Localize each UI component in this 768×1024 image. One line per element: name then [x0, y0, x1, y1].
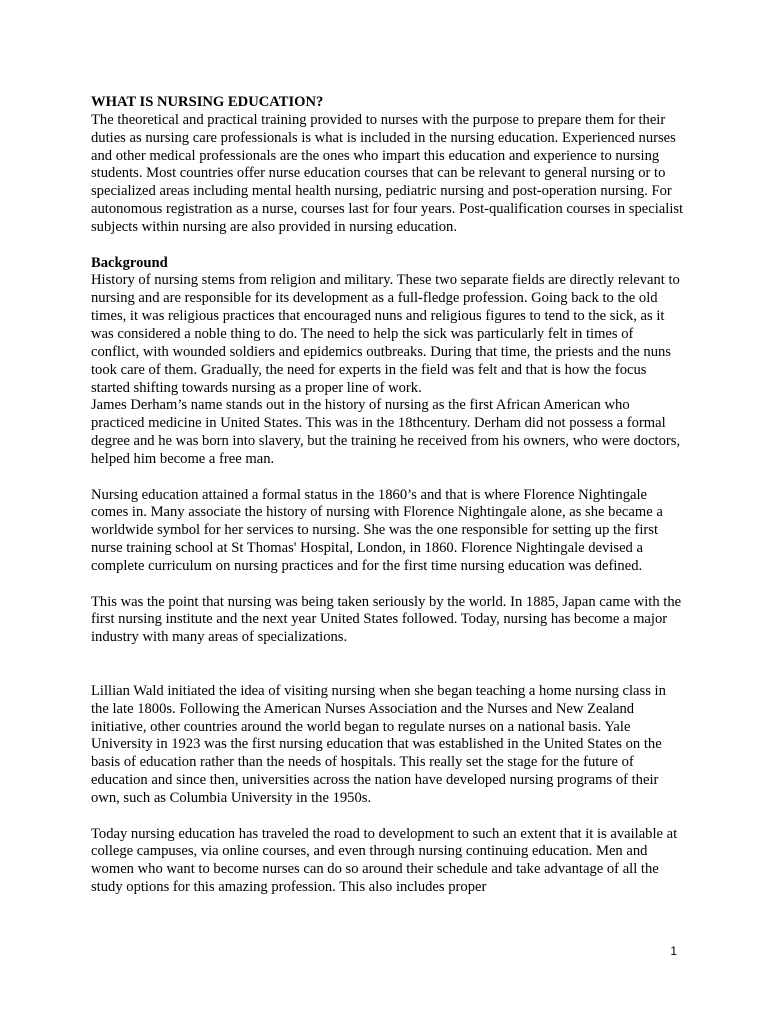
paragraph-spacer: [91, 647, 685, 683]
paragraph-florence-nightingale: Nursing education attained a formal status in the 1860’s and that is where Florence Nightingale comes in. Many associate the history of nursing with Florence Nightingale alone, as she became a worldwide symbol for her services to nursing. She was the one responsible for setting up the first nurse training school at St Thomas' Hospital, London, in 1860. Florence Nightingale devised a complete curriculum on nursing practices and for the first time nursing education was defined.: [91, 486, 663, 574]
paragraph-definition: The theoretical and practical training provided to nurses with the purpose to prepare them for their duties as nursing care professionals is what is included in the nursing education. Experienced nurses and other medical professionals are the ones who impart this education and experience to nursing students. Most countries offer nurse education courses that can be relevant to general nursing or to specialized areas including mental health nursing, pediatric nursing and post-operation nursing. For autonomous registration as a nurse, courses last for four years. Post-qualification courses in specialist subjects within nursing are also provided in nursing education.: [91, 111, 684, 235]
paragraph-spacer: [91, 576, 685, 594]
section-heading-nursing-education: WHAT IS NURSING EDUCATION?: [91, 94, 324, 110]
page-number: 1: [670, 944, 677, 958]
paragraph-lillian-wald: Lillian Wald initiated the idea of visiting nursing when she began teaching a home nursing class in the late 1800s. Following the American Nurses Association and the Nurses and New Zealand initiative, other countries around the world began to regulate nurses on a national basis. Yale University in 1923 was the first nursing education that was established in the United States on the basis of education rather than the needs of hospitals. This really set the stage for the future of education and since then, universities across the nation have developed nursing programs of their own, such as Columbia University in the 1950s.: [91, 682, 666, 806]
paragraph-spacer: [91, 808, 685, 826]
document-body: [91, 94, 685, 897]
paragraph-history: History of nursing stems from religion and military. These two separate fields are directly relevant to nursing and are responsible for its development as a full-fledge profession. Going back to the old times, it was religious practices that encouraged nuns and religious figures to tend to the sick, as it was considered a noble thing to do. The need to help the sick was particularly felt in times of conflict, with wounded soldiers and epidemics outbreaks. During that time, the priests and the nuns took care of them. Gradually, the need for experts in the field was felt and that is how the focus started shifting towards nursing as a proper line of work.: [91, 272, 680, 396]
paragraph-today: Today nursing education has traveled the road to development to such an extent that it is available at college campuses, via online courses, and even through nursing continuing education. Men and women who want to become nurses can do so around their schedule and take advantage of all the study options for this amazing profession. This also includes proper: [91, 825, 678, 896]
paragraph-james-derham: James Derham’s name stands out in the history of nursing as the first African American who practiced medicine in United States. This was in the 18thcentury. Derham did not possess a formal degree and he was born into slavery, but the training he received from his owners, who were doctors, helped him become a free man.: [91, 397, 681, 467]
section-heading-background: Background: [91, 254, 168, 271]
paragraph-world-recognition: This was the point that nursing was being taken seriously by the world. In 1885, Japan came with the first nursing institute and the next year United States followed. Today, nursing has become a major industry with many areas of specializations.: [91, 593, 682, 646]
paragraph-spacer: [91, 237, 685, 255]
paragraph-spacer: [91, 469, 685, 487]
